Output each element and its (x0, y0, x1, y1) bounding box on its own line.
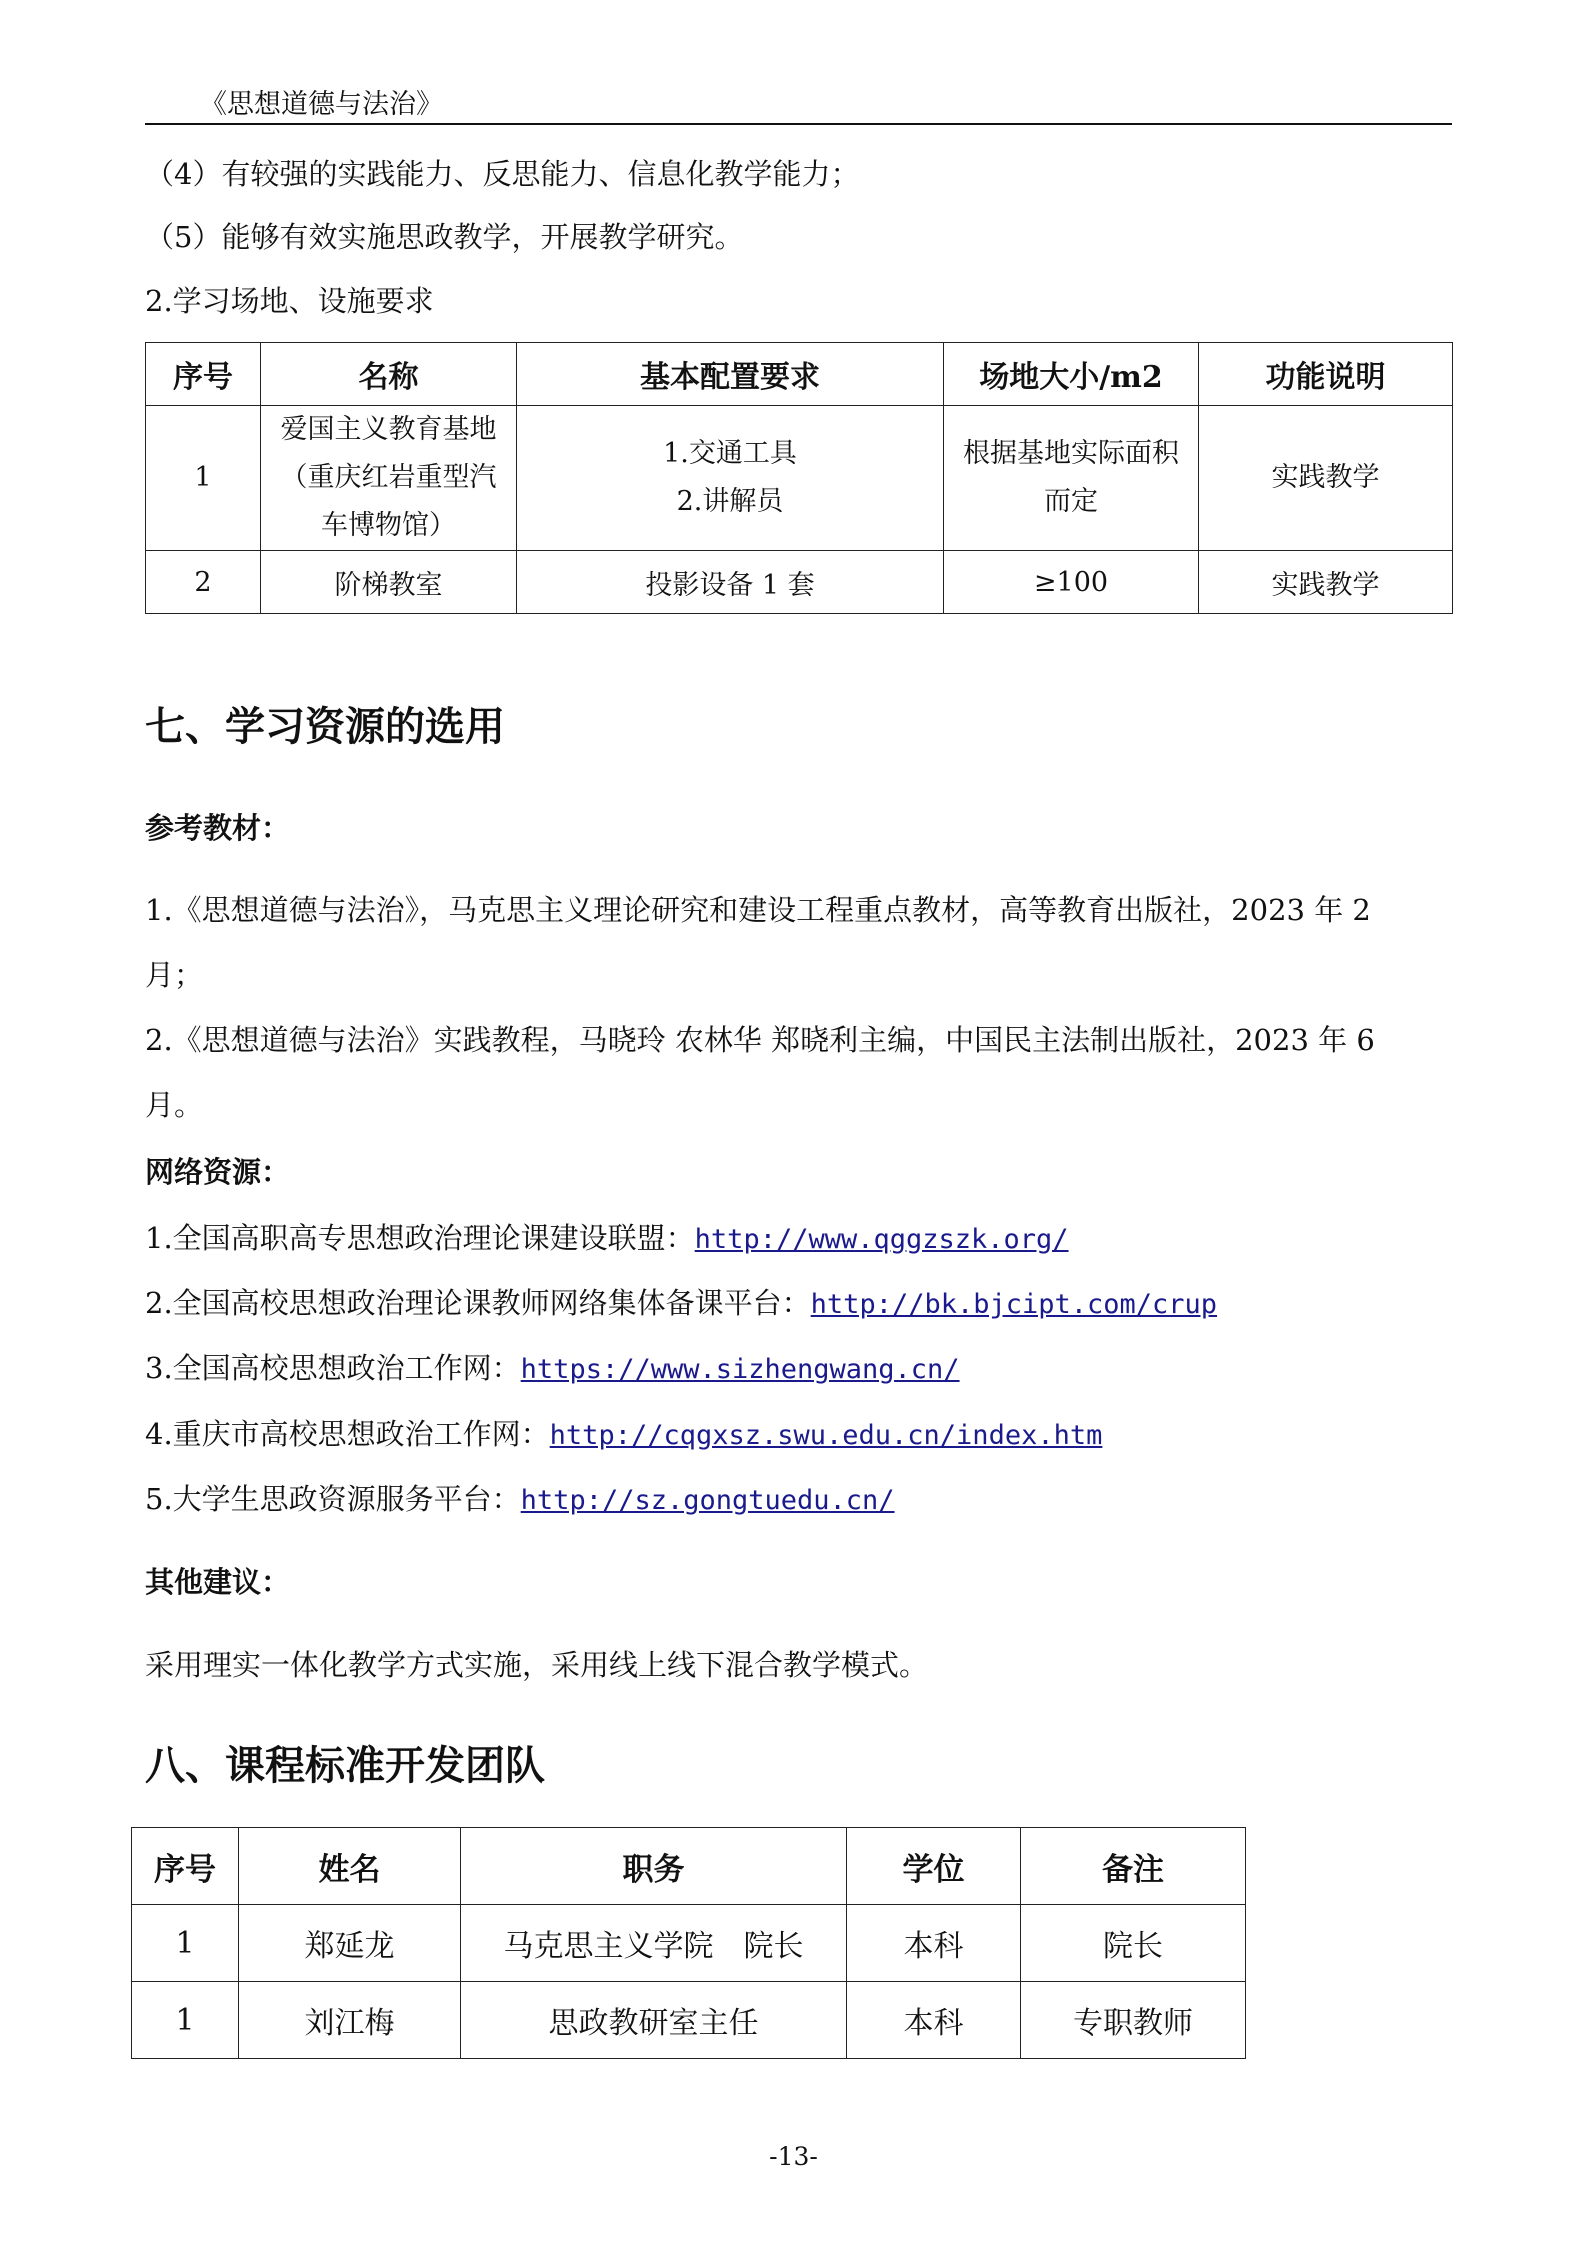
config-requirement (517, 406, 944, 551)
column-header: 备注 (1021, 1828, 1246, 1905)
config-line: 2.讲解员 (676, 486, 784, 517)
row-number: 1 (146, 406, 261, 551)
member-position: 马克思主义学院 院长 (461, 1905, 847, 1982)
textbook-line: 月； (145, 958, 204, 992)
venue-name-line: （重庆红岩重型汽 (280, 462, 497, 493)
network-resources-label: 网络资源： (145, 1155, 291, 1189)
textbook-line: 1.《思想道德与法治》，马克思主义理论研究和建设工程重点教材，高等教育出版社，2023 年 2 (145, 893, 1371, 927)
network-resource-item (145, 1477, 895, 1518)
member-name: 郑延龙 (239, 1905, 461, 1982)
resource-name: 2.全国高校思想政治理论课教师网络集体备课平台： (145, 1286, 811, 1320)
venue-size (944, 406, 1199, 551)
size-line: 而定 (1044, 486, 1098, 517)
textbook-line: 2.《思想道德与法治》实践教程，马晓玲 农林华 郑晓利主编，中国民主法制出版社，2023 年 6 (145, 1023, 1375, 1057)
resource-link[interactable]: https://www.sizhengwang.cn/ (520, 1354, 960, 1385)
member-name: 刘江梅 (239, 1982, 461, 2059)
venue-size: ≥100 (944, 551, 1199, 614)
row-number: 1 (132, 1905, 239, 1982)
table-header-row (146, 343, 1453, 406)
column-header: 名称 (261, 343, 517, 406)
facilities-subtitle: 2.学习场地、设施要求 (145, 284, 434, 318)
network-resource-item (145, 1346, 960, 1387)
network-resource-item (145, 1412, 1102, 1453)
other-suggestions-label: 其他建议： (145, 1565, 291, 1599)
member-position: 思政教研室主任 (461, 1982, 847, 2059)
column-header: 基本配置要求 (517, 343, 944, 406)
resource-link[interactable]: http://www.qggzszk.org/ (694, 1224, 1069, 1255)
column-header: 姓名 (239, 1828, 461, 1905)
member-note: 专职教师 (1021, 1982, 1246, 2059)
member-degree: 本科 (847, 1905, 1021, 1982)
function-desc: 实践教学 (1199, 551, 1453, 614)
venue-name-line: 爱国主义教育基地 (280, 414, 497, 445)
column-header: 场地大小/m2 (944, 343, 1199, 406)
header-rule (145, 123, 1452, 125)
table-row (132, 1905, 1246, 1982)
ability-item-4: （4）有较强的实践能力、反思能力、信息化教学能力； (145, 157, 860, 191)
section-8-title: 八、课程标准开发团队 (145, 1742, 545, 1789)
table-row (146, 551, 1453, 614)
resource-name: 5.大学生思政资源服务平台： (145, 1482, 521, 1516)
row-number: 2 (146, 551, 261, 614)
column-header: 学位 (847, 1828, 1021, 1905)
textbook-line: 月。 (145, 1088, 204, 1122)
column-header: 序号 (132, 1828, 239, 1905)
resource-name: 1.全国高职高专思想政治理论课建设联盟： (145, 1221, 695, 1255)
resource-link[interactable]: http://cqgxsz.swu.edu.cn/index.htm (549, 1420, 1103, 1451)
resource-name: 4.重庆市高校思想政治工作网： (145, 1417, 550, 1451)
page-number: -13- (769, 2142, 818, 2171)
column-header: 职务 (461, 1828, 847, 1905)
resource-name: 3.全国高校思想政治工作网： (145, 1351, 521, 1385)
table-header-row (132, 1828, 1246, 1905)
network-resource-item (145, 1281, 1217, 1322)
table-row (146, 406, 1453, 551)
team-table (131, 1827, 1246, 2059)
function-desc: 实践教学 (1199, 406, 1453, 551)
column-header: 序号 (146, 343, 261, 406)
config-line: 1.交通工具 (663, 438, 797, 469)
running-header: 《思想道德与法治》 (200, 89, 443, 120)
resource-link[interactable]: http://bk.bjcipt.com/crup (810, 1289, 1218, 1320)
table-row (132, 1982, 1246, 2059)
other-suggestions-text: 采用理实一体化教学方式实施，采用线上线下混合教学模式。 (145, 1648, 929, 1682)
venue-name-line: 车博物馆） (321, 510, 456, 541)
venue-name: 阶梯教室 (261, 551, 517, 614)
venue-name (261, 406, 517, 551)
resource-link[interactable]: http://sz.gongtuedu.cn/ (520, 1485, 895, 1516)
ability-item-5: （5）能够有效实施思政教学，开展教学研究。 (145, 220, 744, 254)
member-degree: 本科 (847, 1982, 1021, 2059)
textbooks-label: 参考教材： (145, 811, 291, 845)
facilities-table (145, 342, 1453, 614)
row-number: 1 (132, 1982, 239, 2059)
section-7-title: 七、学习资源的选用 (145, 703, 505, 750)
member-note: 院长 (1021, 1905, 1246, 1982)
network-resource-item (145, 1216, 1069, 1257)
size-line: 根据基地实际面积 (963, 438, 1179, 469)
config-requirement: 投影设备 1 套 (517, 551, 944, 614)
column-header: 功能说明 (1199, 343, 1453, 406)
